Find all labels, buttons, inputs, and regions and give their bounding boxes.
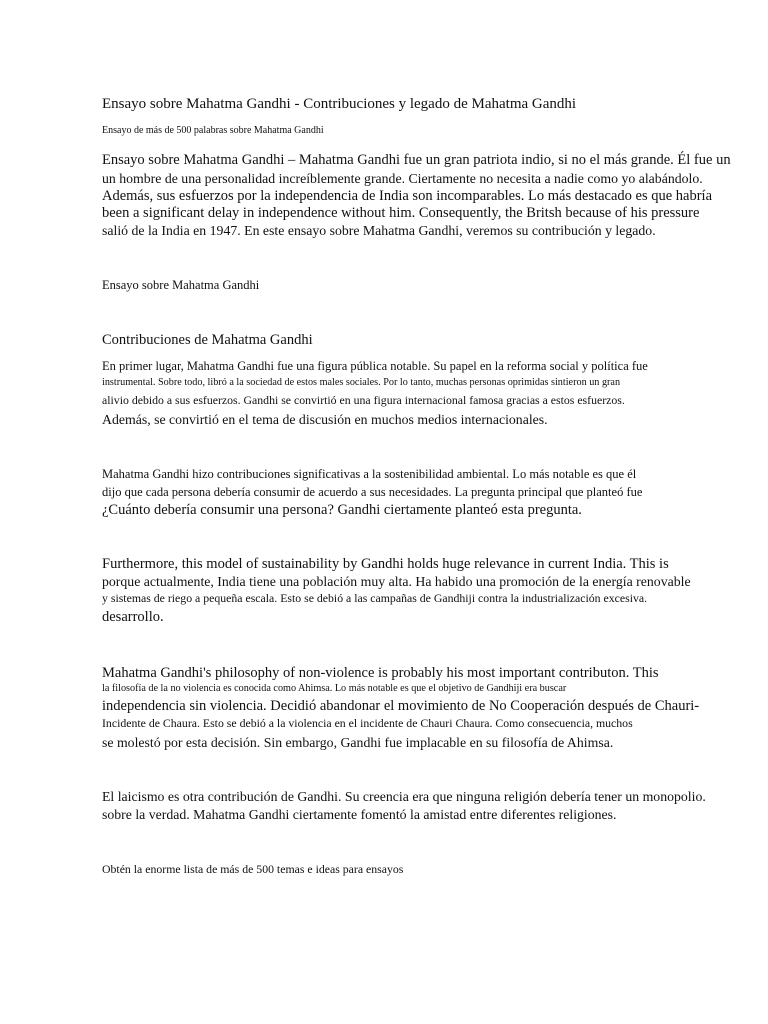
paragraph-line: instrumental. Sobre todo, libró a la sociedad de estos males sociales. Por lo tanto, muchas personas oprimidas sintieron un gran (102, 377, 621, 388)
intro-line: been a significant delay in independence without him. Consequently, the Britsh because of his pressure (102, 205, 700, 221)
page-title: Ensayo sobre Mahatma Gandhi - Contribuciones y legado de Mahatma Gandhi (102, 96, 577, 112)
paragraph-line: Furthermore, this model of sustainability by Gandhi holds huge relevance in current India. This is (102, 556, 669, 572)
intro-line: salió de la India en 1947. En este ensayo sobre Mahatma Gandhi, veremos su contribución y legado. (102, 223, 656, 238)
essay-topics-link[interactable]: Obtén la enorme lista de más de 500 temas e ideas para ensayos (102, 862, 404, 876)
intro-line: un hombre de una personalidad increíblemente grande. Ciertamente no necesita a nadie como yo alabándolo. (102, 171, 703, 186)
paragraph-line: alivio debido a sus esfuerzos. Gandhi se convirtió en una figura internacional famosa gracias a estos esfuerzos. (102, 393, 625, 407)
section-heading: Ensayo sobre Mahatma Gandhi (102, 278, 260, 292)
paragraph-line: desarrollo. (102, 609, 164, 625)
paragraph-line: y sistemas de riego a pequeña escala. Esto se debió a las campañas de Gandhiji contra la industrialización excesiva. (102, 591, 648, 605)
paragraph-line: El laicismo es otra contribución de Gandhi. Su creencia era que ninguna religión debería tener un monopolio. (102, 789, 706, 804)
paragraph-line: Además, se convirtió en el tema de discusión en muchos medios internacionales. (102, 412, 548, 427)
paragraph-line: se molestó por esta decisión. Sin embargo, Gandhi fue implacable en su filosofía de Ahimsa. (102, 735, 614, 750)
paragraph-line: la filosofía de la no violencia es conocida como Ahimsa. Lo más notable es que el objetivo de Gandhiji era buscar (102, 683, 567, 694)
contributions-heading: Contribuciones de Mahatma Gandhi (102, 332, 313, 348)
paragraph-line: Mahatma Gandhi's philosophy of non-violence is probably his most important contributon. This (102, 665, 659, 681)
intro-line: Ensayo sobre Mahatma Gandhi – Mahatma Gandhi fue un gran patriota indio, si no el más grande. Él fue un (102, 152, 731, 168)
paragraph-line: sobre la verdad. Mahatma Gandhi ciertamente fomentó la amistad entre diferentes religiones. (102, 807, 617, 822)
paragraph-line: En primer lugar, Mahatma Gandhi fue una figura pública notable. Su papel en la reforma social y política fue (102, 359, 648, 373)
paragraph-line: dijo que cada persona debería consumir de acuerdo a sus necesidades. La pregunta principal que planteó fue (102, 485, 643, 499)
paragraph-line: Mahatma Gandhi hizo contribuciones significativas a la sostenibilidad ambiental. Lo más notable es que él (102, 467, 637, 481)
paragraph-line: ¿Cuánto debería consumir una persona? Gandhi ciertamente planteó esta pregunta. (102, 502, 582, 518)
page-subtitle: Ensayo de más de 500 palabras sobre Mahatma Gandhi (102, 125, 324, 136)
paragraph-line: porque actualmente, India tiene una población muy alta. Ha habido una promoción de la energía renovable (102, 574, 691, 589)
intro-line: Además, sus esfuerzos por la independencia de India son incomparables. Lo más destacado es que habría (102, 188, 712, 204)
paragraph-line: Incidente de Chaura. Esto se debió a la violencia en el incidente de Chauri Chaura. Como consecuencia, muchos (102, 716, 633, 730)
paragraph-line: independencia sin violencia. Decidió abandonar el movimiento de No Cooperación después de Chauri- (102, 698, 700, 714)
